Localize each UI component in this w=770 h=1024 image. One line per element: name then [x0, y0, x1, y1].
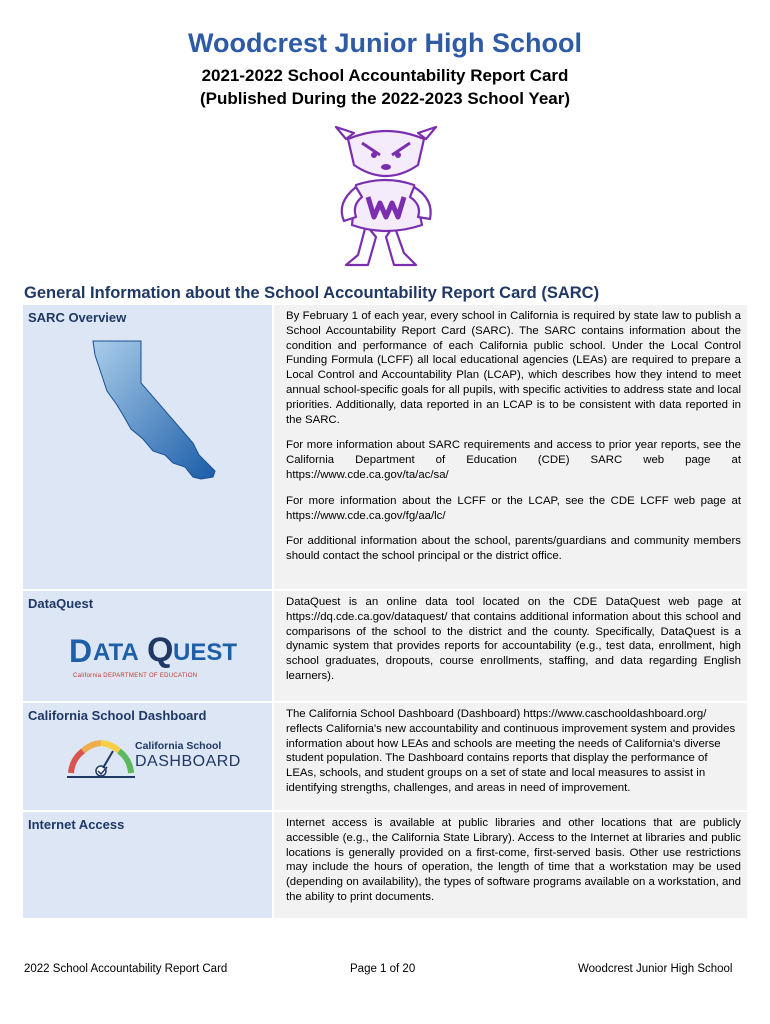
report-publication-note: (Published During the 2022-2023 School Year): [199, 89, 571, 108]
dashboard-label: California School Dashboard: [28, 708, 207, 723]
sarc-overview-paragraph-1: By February 1 of each year, every school in California is required by state law to publish a School Accountability Report Card (SARC). The SARC contains information about the condition and performance of each California public school. Under the Local Control Funding Formula (LCFF) all local educational agencies (LEAs) are required to prepare a Local Control and Accountability Plan (LCAP), which describes how they intend to meet annual school-specific goals for all pupils, with specific activities to address state and local priorities. Additionally, data reported in an LCAP is to be consistent with data reported in the SARC.: [286, 310, 741, 426]
sarc-overview-paragraph-3: For more information about the LCFF or the LCAP, see the CDE LCFF web page at https://www.cde.ca.gov/fg/aa/lc/: [286, 494, 741, 522]
dashboard-row: [23, 703, 747, 810]
section-heading: General Information about the School Accountability Report Card (SARC): [24, 284, 600, 302]
school-mascot-image: [306, 125, 466, 275]
sarc-overview-label: SARC Overview: [28, 310, 127, 325]
sarc-overview-label-cell: [23, 305, 272, 589]
dataquest-text-cell: [274, 591, 747, 701]
dataquest-logo-d: D: [69, 633, 93, 669]
internet-access-row: [23, 812, 747, 918]
internet-access-text-cell: [274, 812, 747, 918]
dataquest-logo-uest: UEST: [173, 639, 238, 666]
dashboard-gauge-icon: [65, 737, 137, 779]
dataquest-logo-caption: California DEPARTMENT OF EDUCATION: [73, 673, 198, 679]
dataquest-logo-ata: ATA: [93, 639, 139, 666]
sarc-overview-row: [23, 305, 747, 589]
internet-access-label-cell: [23, 812, 272, 918]
sarc-overview-text-cell: [274, 305, 747, 589]
dashboard-text-cell: [274, 703, 747, 810]
internet-access-label: Internet Access: [28, 817, 125, 832]
dashboard-logo-line1: California School: [135, 740, 222, 752]
dashboard-label-cell: [23, 703, 272, 810]
dashboard-logo-line2: DASHBOARD: [135, 753, 241, 770]
dataquest-logo-q: Q: [147, 631, 174, 669]
dataquest-logo: [69, 633, 239, 685]
footer-report-name: 2022 School Accountability Report Card: [24, 963, 228, 975]
sarc-overview-paragraph-2: For more information about SARC requirements and access to prior year reports, see the California Department of Education (CDE) SARC web page at https://www.cde.ca.gov/ta/ac/sa/: [286, 439, 741, 481]
dataquest-row: [23, 591, 747, 701]
page-title: Woodcrest Junior High School: [187, 28, 583, 58]
dataquest-paragraph: DataQuest is an online data tool located on the CDE DataQuest web page at https://dq.cde.ca.gov/dataquest/ that contains additional information about this school and comparisons of the school to the district and the county. Specifically, DataQuest is a dynamic system that provides reports for accountability (e.g., test data, enrollment, high school graduates, dropouts, course enrollments, staffing, and data regarding English learners).: [286, 596, 741, 682]
footer-page-number: Page 1 of 20: [350, 963, 416, 975]
sarc-overview-paragraph-4: For additional information about the school, parents/guardians and community members should contact the school principal or the district office.: [286, 535, 741, 563]
report-subtitle: 2021-2022 School Accountability Report Card: [201, 66, 569, 85]
california-map-icon: [89, 339, 217, 481]
internet-access-paragraph: Internet access is available at public libraries and other locations that are publicly accessible (e.g., the California State Library). Access to the Internet at libraries and public locations is generally provided on a first-come, first-served basis. Other use restrictions may include the hours of operation, the length of time that a workstation may be used (depending on availability), the types of software programs available on a workstation, and the ability to print documents.: [286, 817, 741, 903]
dataquest-label-cell: [23, 591, 272, 701]
dashboard-paragraph: The California School Dashboard (Dashboard) https://www.caschooldashboard.org/ reflects California's new accountability and continuous improvement system and provides information about how LEAs and schools are meeting the needs of California's diverse student population. The Dashboard contains reports that display the performance of LEAs, schools, and student groups on a set of state and local measures to assist in identifying strengths, challenges, and areas in need of improvement.: [286, 708, 736, 794]
dataquest-label: DataQuest: [28, 596, 94, 611]
footer-school-name: Woodcrest Junior High School: [578, 963, 733, 975]
